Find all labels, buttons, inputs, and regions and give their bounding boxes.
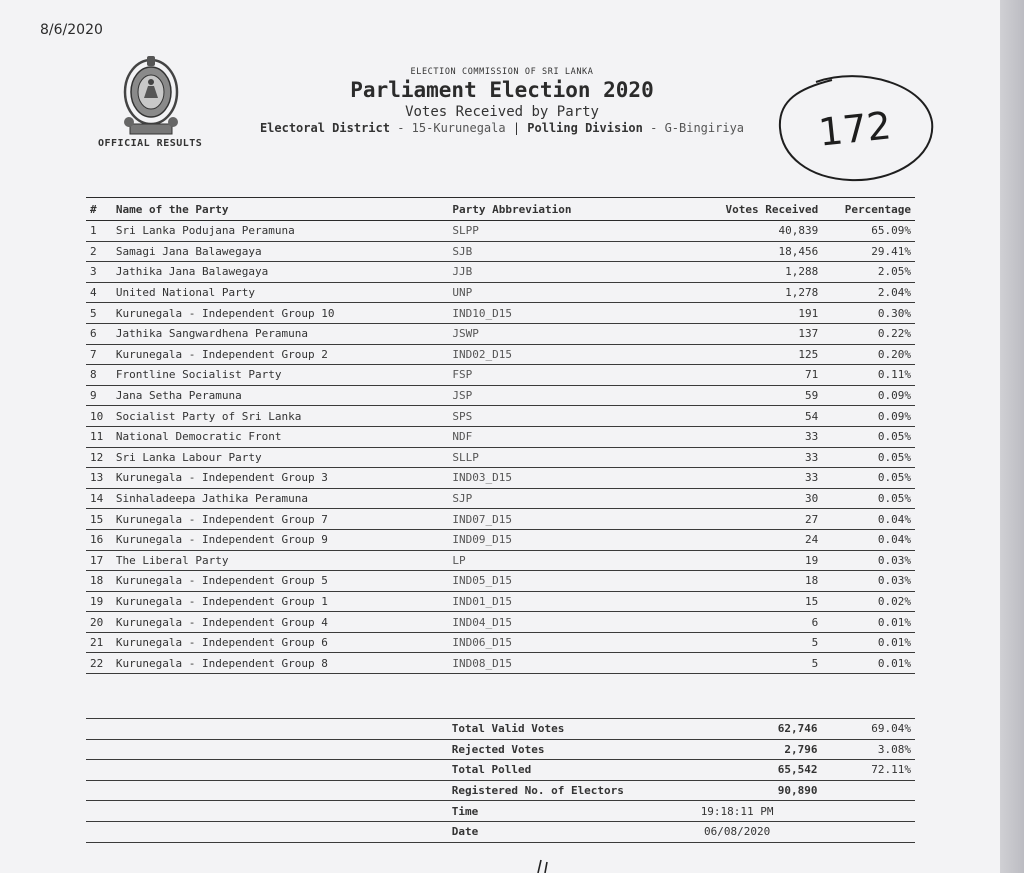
vote-percentage: 0.04% <box>822 509 915 530</box>
vote-percentage: 0.01% <box>822 653 915 674</box>
row-number: 2 <box>86 241 112 262</box>
party-name: United National Party <box>112 282 448 303</box>
party-abbreviation: JSWP <box>448 323 655 344</box>
summary-spacer <box>86 739 448 760</box>
party-name: Kurunegala - Independent Group 3 <box>112 468 448 489</box>
votes-received: 18,456 <box>655 241 822 262</box>
vote-percentage: 0.05% <box>822 447 915 468</box>
party-name: Jathika Sangwardhena Peramuna <box>112 323 448 344</box>
vote-percentage: 0.02% <box>822 591 915 612</box>
summary-value: 65,542 <box>653 760 822 781</box>
party-name: Kurunegala - Independent Group 9 <box>112 529 448 550</box>
handwritten-number: 172 <box>816 103 894 155</box>
summary-label: Date <box>448 821 653 842</box>
summary-percentage: 69.04% <box>822 719 915 740</box>
votes-received: 24 <box>655 529 822 550</box>
party-abbreviation: IND04_D15 <box>448 612 655 633</box>
votes-received: 59 <box>655 385 822 406</box>
party-abbreviation: JJB <box>448 262 655 283</box>
votes-received: 33 <box>655 426 822 447</box>
row-number: 8 <box>86 365 112 386</box>
party-abbreviation: SLLP <box>448 447 655 468</box>
table-row <box>86 241 915 262</box>
votes-received: 19 <box>655 550 822 571</box>
summary-spacer <box>86 801 448 822</box>
vote-percentage: 0.11% <box>822 365 915 386</box>
party-name: Jathika Jana Balawegaya <box>112 262 448 283</box>
vote-percentage: 0.22% <box>822 323 915 344</box>
table-row <box>86 426 915 447</box>
party-abbreviation: IND07_D15 <box>448 509 655 530</box>
summary-row <box>86 739 915 760</box>
row-number: 1 <box>86 221 112 242</box>
party-name: Kurunegala - Independent Group 1 <box>112 591 448 612</box>
summary-spacer <box>86 821 448 842</box>
table-row <box>86 282 915 303</box>
row-number: 11 <box>86 426 112 447</box>
party-name: Kurunegala - Independent Group 2 <box>112 344 448 365</box>
page-subtitle: Votes Received by Party <box>405 104 599 120</box>
vote-percentage: 0.05% <box>822 426 915 447</box>
row-number: 21 <box>86 632 112 653</box>
votes-received: 54 <box>655 406 822 427</box>
row-number: 12 <box>86 447 112 468</box>
commission-name: ELECTION COMMISSION OF SRI LANKA <box>410 67 594 77</box>
votes-received: 1,288 <box>655 262 822 283</box>
summary-value: 19:18:11 PM <box>653 801 822 822</box>
row-number: 4 <box>86 282 112 303</box>
vote-percentage: 0.09% <box>822 406 915 427</box>
summary-spacer <box>86 780 448 801</box>
party-abbreviation: JSP <box>448 385 655 406</box>
summary-row <box>86 719 915 740</box>
party-abbreviation: IND03_D15 <box>448 468 655 489</box>
party-abbreviation: UNP <box>448 282 655 303</box>
table-row <box>86 571 915 592</box>
table-row <box>86 632 915 653</box>
summary-row <box>86 780 915 801</box>
district-value: 15-Kurunegala <box>411 121 506 135</box>
row-number: 14 <box>86 488 112 509</box>
party-name: The Liberal Party <box>112 550 448 571</box>
table-row <box>86 365 915 386</box>
party-name: Samagi Jana Balawegaya <box>112 241 448 262</box>
table-row <box>86 468 915 489</box>
votes-received: 137 <box>655 323 822 344</box>
table-row <box>86 406 915 427</box>
table-row <box>86 303 915 324</box>
votes-received: 18 <box>655 571 822 592</box>
votes-received: 125 <box>655 344 822 365</box>
district-line: Electoral District - 15-Kurunegala | Polling Division - G-Bingiriya <box>259 121 745 135</box>
summary-label: Time <box>448 801 653 822</box>
table-row <box>86 550 915 571</box>
summary-percentage: 3.08% <box>822 739 915 760</box>
column-header-number: # <box>86 198 112 221</box>
vote-percentage: 0.05% <box>822 488 915 509</box>
party-name: Kurunegala - Independent Group 8 <box>112 653 448 674</box>
party-abbreviation: IND01_D15 <box>448 591 655 612</box>
votes-received: 15 <box>655 591 822 612</box>
party-abbreviation: SLPP <box>448 221 655 242</box>
summary-value: 2,796 <box>653 739 822 760</box>
summary-spacer <box>86 719 448 740</box>
pen-mark <box>536 858 550 873</box>
votes-received: 30 <box>655 488 822 509</box>
table-row <box>86 221 915 242</box>
summary-row <box>86 821 915 842</box>
votes-received: 27 <box>655 509 822 530</box>
vote-percentage: 0.01% <box>822 612 915 633</box>
party-name: Kurunegala - Independent Group 10 <box>112 303 448 324</box>
row-number: 17 <box>86 550 112 571</box>
party-abbreviation: IND08_D15 <box>448 653 655 674</box>
votes-received: 33 <box>655 468 822 489</box>
summary-percentage <box>822 780 915 801</box>
party-abbreviation: NDF <box>448 426 655 447</box>
column-header-percentage: Percentage <box>822 198 915 221</box>
vote-percentage: 2.04% <box>822 282 915 303</box>
row-number: 5 <box>86 303 112 324</box>
vote-percentage: 0.30% <box>822 303 915 324</box>
votes-received: 71 <box>655 365 822 386</box>
party-results-table <box>86 197 915 674</box>
table-header-row <box>86 198 915 221</box>
summary-row <box>86 801 915 822</box>
summary-label: Registered No. of Electors <box>448 780 653 801</box>
summary-percentage: 72.11% <box>822 760 915 781</box>
column-header-party-name: Name of the Party <box>112 198 448 221</box>
party-name: Kurunegala - Independent Group 7 <box>112 509 448 530</box>
division-label: Polling Division <box>527 121 643 135</box>
summary-spacer <box>86 760 448 781</box>
party-name: Jana Setha Peramuna <box>112 385 448 406</box>
row-number: 13 <box>86 468 112 489</box>
party-name: Frontline Socialist Party <box>112 365 448 386</box>
votes-received: 5 <box>655 653 822 674</box>
vote-percentage: 2.05% <box>822 262 915 283</box>
vote-percentage: 0.01% <box>822 632 915 653</box>
row-number: 6 <box>86 323 112 344</box>
summary-value: 06/08/2020 <box>653 821 822 842</box>
party-abbreviation: SPS <box>448 406 655 427</box>
division-value: G-Bingiriya <box>664 121 745 135</box>
handwritten-number-circle <box>776 70 934 184</box>
column-header-abbreviation: Party Abbreviation <box>448 198 655 221</box>
party-name: National Democratic Front <box>112 426 448 447</box>
table-row <box>86 529 915 550</box>
party-name: Kurunegala - Independent Group 5 <box>112 571 448 592</box>
table-row <box>86 612 915 633</box>
party-name: Sinhaladeepa Jathika Peramuna <box>112 488 448 509</box>
party-name: Kurunegala - Independent Group 6 <box>112 632 448 653</box>
row-number: 18 <box>86 571 112 592</box>
party-name: Socialist Party of Sri Lanka <box>112 406 448 427</box>
table-row <box>86 488 915 509</box>
party-name: Kurunegala - Independent Group 4 <box>112 612 448 633</box>
page-title: Parliament Election 2020 <box>350 78 654 102</box>
row-number: 15 <box>86 509 112 530</box>
table-row <box>86 447 915 468</box>
votes-received: 5 <box>655 632 822 653</box>
party-abbreviation: IND10_D15 <box>448 303 655 324</box>
summary-label: Total Valid Votes <box>448 719 653 740</box>
table-row <box>86 323 915 344</box>
party-name: Sri Lanka Labour Party <box>112 447 448 468</box>
summary-table <box>86 718 915 843</box>
party-abbreviation: IND06_D15 <box>448 632 655 653</box>
party-name: Sri Lanka Podujana Peramuna <box>112 221 448 242</box>
row-number: 22 <box>86 653 112 674</box>
sri-lanka-emblem-icon <box>120 52 182 138</box>
row-number: 10 <box>86 406 112 427</box>
vote-percentage: 0.04% <box>822 529 915 550</box>
party-abbreviation: IND02_D15 <box>448 344 655 365</box>
summary-row <box>86 760 915 781</box>
vote-percentage: 0.20% <box>822 344 915 365</box>
summary-percentage <box>822 801 915 822</box>
party-abbreviation: LP <box>448 550 655 571</box>
page-edge-shadow <box>1000 0 1024 873</box>
summary-label: Rejected Votes <box>448 739 653 760</box>
table-row <box>86 509 915 530</box>
row-number: 9 <box>86 385 112 406</box>
vote-percentage: 0.09% <box>822 385 915 406</box>
party-abbreviation: IND09_D15 <box>448 529 655 550</box>
table-row <box>86 385 915 406</box>
votes-received: 191 <box>655 303 822 324</box>
table-row <box>86 591 915 612</box>
vote-percentage: 65.09% <box>822 221 915 242</box>
row-number: 7 <box>86 344 112 365</box>
summary-label: Total Polled <box>448 760 653 781</box>
table-row <box>86 262 915 283</box>
vote-percentage: 0.03% <box>822 571 915 592</box>
vote-percentage: 0.05% <box>822 468 915 489</box>
summary-value: 90,890 <box>653 780 822 801</box>
table-row <box>86 344 915 365</box>
emblem-caption: OFFICIAL RESULTS <box>98 138 203 149</box>
summary-value: 62,746 <box>653 719 822 740</box>
print-date: 8/6/2020 <box>40 22 103 38</box>
row-number: 20 <box>86 612 112 633</box>
row-number: 3 <box>86 262 112 283</box>
votes-received: 1,278 <box>655 282 822 303</box>
row-number: 19 <box>86 591 112 612</box>
vote-percentage: 29.41% <box>822 241 915 262</box>
table-row <box>86 653 915 674</box>
column-header-votes: Votes Received <box>655 198 822 221</box>
votes-received: 40,839 <box>655 221 822 242</box>
votes-received: 33 <box>655 447 822 468</box>
party-abbreviation: IND05_D15 <box>448 571 655 592</box>
party-abbreviation: SJB <box>448 241 655 262</box>
row-number: 16 <box>86 529 112 550</box>
party-abbreviation: FSP <box>448 365 655 386</box>
votes-received: 6 <box>655 612 822 633</box>
vote-percentage: 0.03% <box>822 550 915 571</box>
summary-percentage <box>822 821 915 842</box>
party-abbreviation: SJP <box>448 488 655 509</box>
district-label: Electoral District <box>259 121 390 135</box>
